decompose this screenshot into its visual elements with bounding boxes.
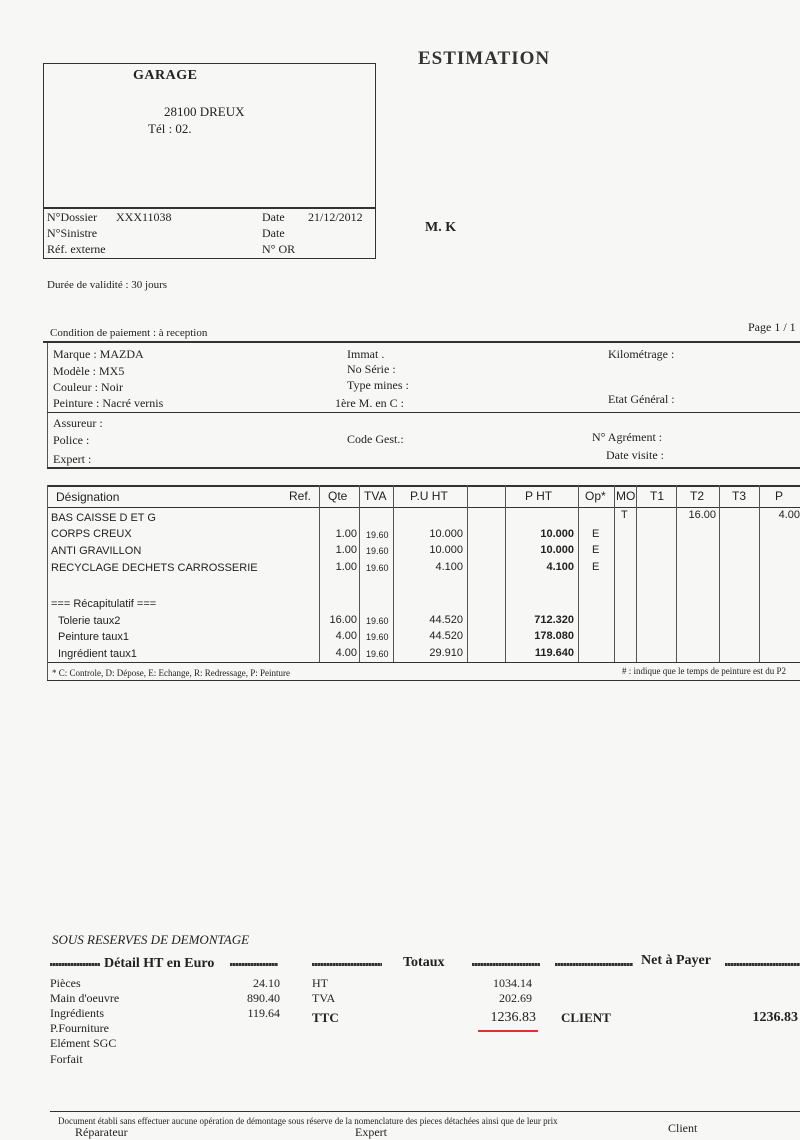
legal-note: Document établi sans effectuer aucune opération de démontage sous réserve de la nomenclature des pieces détachées ainsi que de leur prix [58,1116,558,1126]
ttc-underline [478,1030,538,1032]
detail-label: Forfait [50,1052,83,1066]
recap-row-tva: 19.60 [366,632,389,642]
insurance-expert: Expert : [53,452,92,466]
table-row-designation: RECYCLAGE DECHETS CARROSSERIE [51,562,258,574]
vehicle-couleur: Couleur : Noir [53,380,123,394]
col-t2: T2 [690,489,705,503]
table-row-pu: 10.000 [429,544,463,556]
detail-title: Détail HT en Euro [104,956,215,971]
table-row-designation: CORPS CREUX [51,528,132,540]
date-value: 21/12/2012 [308,210,363,224]
col-tva: TVA [364,489,387,503]
recap-row-pu: 44.520 [429,630,463,642]
vehicle-peinture: Peinture : Nacré vernis [53,396,164,410]
payment-condition: Condition de paiement : à reception [50,327,208,339]
detail-label: P.Fourniture [50,1021,110,1035]
recap-row-pht: 178.080 [534,630,574,642]
insurance-agrement: N° Agrément : [592,430,663,444]
table-row-pu: 10.000 [429,528,463,540]
table-row-p: 4.00 [778,509,800,521]
page-number: Page 1 / 1 [748,320,796,334]
insurance-assureur: Assureur : [53,416,103,430]
totaux-ttc-value: 1236.83 [490,1010,536,1025]
recap-row-qte: 4.00 [335,630,357,642]
col-p-ht: P HT [525,489,553,503]
recap-title: === Récapitulatif === [51,598,157,610]
table-row-qte: 1.00 [335,544,357,556]
insurance-police: Police : [53,433,90,447]
signature-reparateur: Réparateur [75,1125,128,1139]
garage-city: 28100 DREUX [164,104,245,119]
col-p: P [775,489,784,503]
detail-value: 890.40 [247,991,280,1005]
insurance-date-visite: Date visite : [606,448,664,462]
or-label: N° OR [262,242,296,256]
col-qte: Qte [328,489,348,503]
totaux-label: HT [312,976,328,990]
recap-row-label: Ingrédient taux1 [58,648,137,660]
table-row-qte: 1.00 [335,561,357,573]
date2-label: Date [262,226,285,240]
detail-value: 24.10 [253,976,280,990]
detail-label: Pièces [50,976,81,990]
recap-row-pht: 712.320 [534,614,574,626]
col-t3: T3 [732,489,747,503]
table-row-designation: BAS CAISSE D ET G [51,512,156,524]
detail-label: Elément SGC [50,1036,117,1050]
table-row-pht: 10.000 [540,528,574,540]
insurance-code-gest: Code Gest.: [347,432,404,446]
dossier-value: XXX11038 [116,210,172,224]
table-row-pht: 4.100 [546,561,574,573]
vehicle-premiere: 1ère M. en C : [335,396,404,410]
table-row-qte: 1.00 [335,528,357,540]
table-row-op: E [592,528,600,540]
validity: Durée de validité : 30 jours [47,279,168,291]
client-label: CLIENT [561,1010,611,1025]
vehicle-marque: Marque : MAZDA [53,347,144,361]
dossier-label: N°Dossier [47,210,98,224]
recap-row-label: Tolerie taux2 [58,615,121,627]
table-row-mo: T [621,509,628,521]
totaux-label: TVA [312,991,336,1005]
table-row-pu: 4.100 [435,561,463,573]
garage-tel: Tél : 02. [148,121,192,136]
table-row-pht: 10.000 [540,544,574,556]
document-title: ESTIMATION [418,48,551,69]
recap-row-label: Peinture taux1 [58,631,129,643]
col-designation: Désignation [56,490,120,504]
detail-value: 119.64 [247,1006,280,1020]
recap-row-tva: 19.60 [366,649,389,659]
recap-row-tva: 19.60 [366,616,389,626]
net-title: Net à Payer [641,953,711,968]
signature-expert: Expert [355,1125,387,1139]
vehicle-modele: Modèle : MX5 [53,364,125,378]
recap-row-qte: 16.00 [329,614,357,626]
table-legend: * C: Controle, D: Dépose, E: Echange, R: Redressage, P: Peinture [52,668,290,678]
signature-client: Client [668,1121,698,1135]
client-net-value: 1236.83 [752,1010,798,1025]
vehicle-immat: Immat . [347,347,385,361]
col-op: Op* [585,489,606,503]
vehicle-no-serie: No Série : [347,362,396,376]
client-name: M. K [425,220,457,235]
detail-label: Ingrédients [50,1006,104,1020]
sinistre-label: N°Sinistre [47,226,98,240]
totaux-value: 1034.14 [493,976,532,990]
vehicle-kilometrage: Kilométrage : [608,347,675,361]
vehicle-type-mines: Type mines : [347,378,409,392]
detail-label: Main d'oeuvre [50,991,120,1005]
table-legend-right: # : indique que le temps de peinture est du P2 [622,666,786,676]
table-row-op: E [592,544,600,556]
table-row-op: E [592,561,600,573]
garage-name: GARAGE [133,68,198,83]
col-mo: MO [616,489,636,503]
date-label: Date [262,210,285,224]
table-row-tva: 19.60 [366,530,389,540]
col-ref: Ref. [289,489,312,503]
totaux-title: Totaux [403,955,445,970]
table-row-tva: 19.60 [366,546,389,556]
totaux-value: 202.69 [499,991,532,1005]
table-row-t2: 16.00 [688,509,716,521]
recap-row-pu: 44.520 [429,614,463,626]
ref-externe-label: Réf. externe [47,242,106,256]
vehicle-etat: Etat Général : [608,392,675,406]
totaux-label: TTC [312,1010,339,1025]
col-t1: T1 [650,489,665,503]
recap-row-pu: 29.910 [429,647,463,659]
recap-row-qte: 4.00 [335,647,357,659]
table-row-tva: 19.60 [366,563,389,573]
reserve-demontage: SOUS RESERVES DE DEMONTAGE [52,932,250,947]
col-pu-ht: P.U HT [410,489,448,503]
table-row-designation: ANTI GRAVILLON [51,545,142,557]
recap-row-pht: 119.640 [534,647,574,659]
